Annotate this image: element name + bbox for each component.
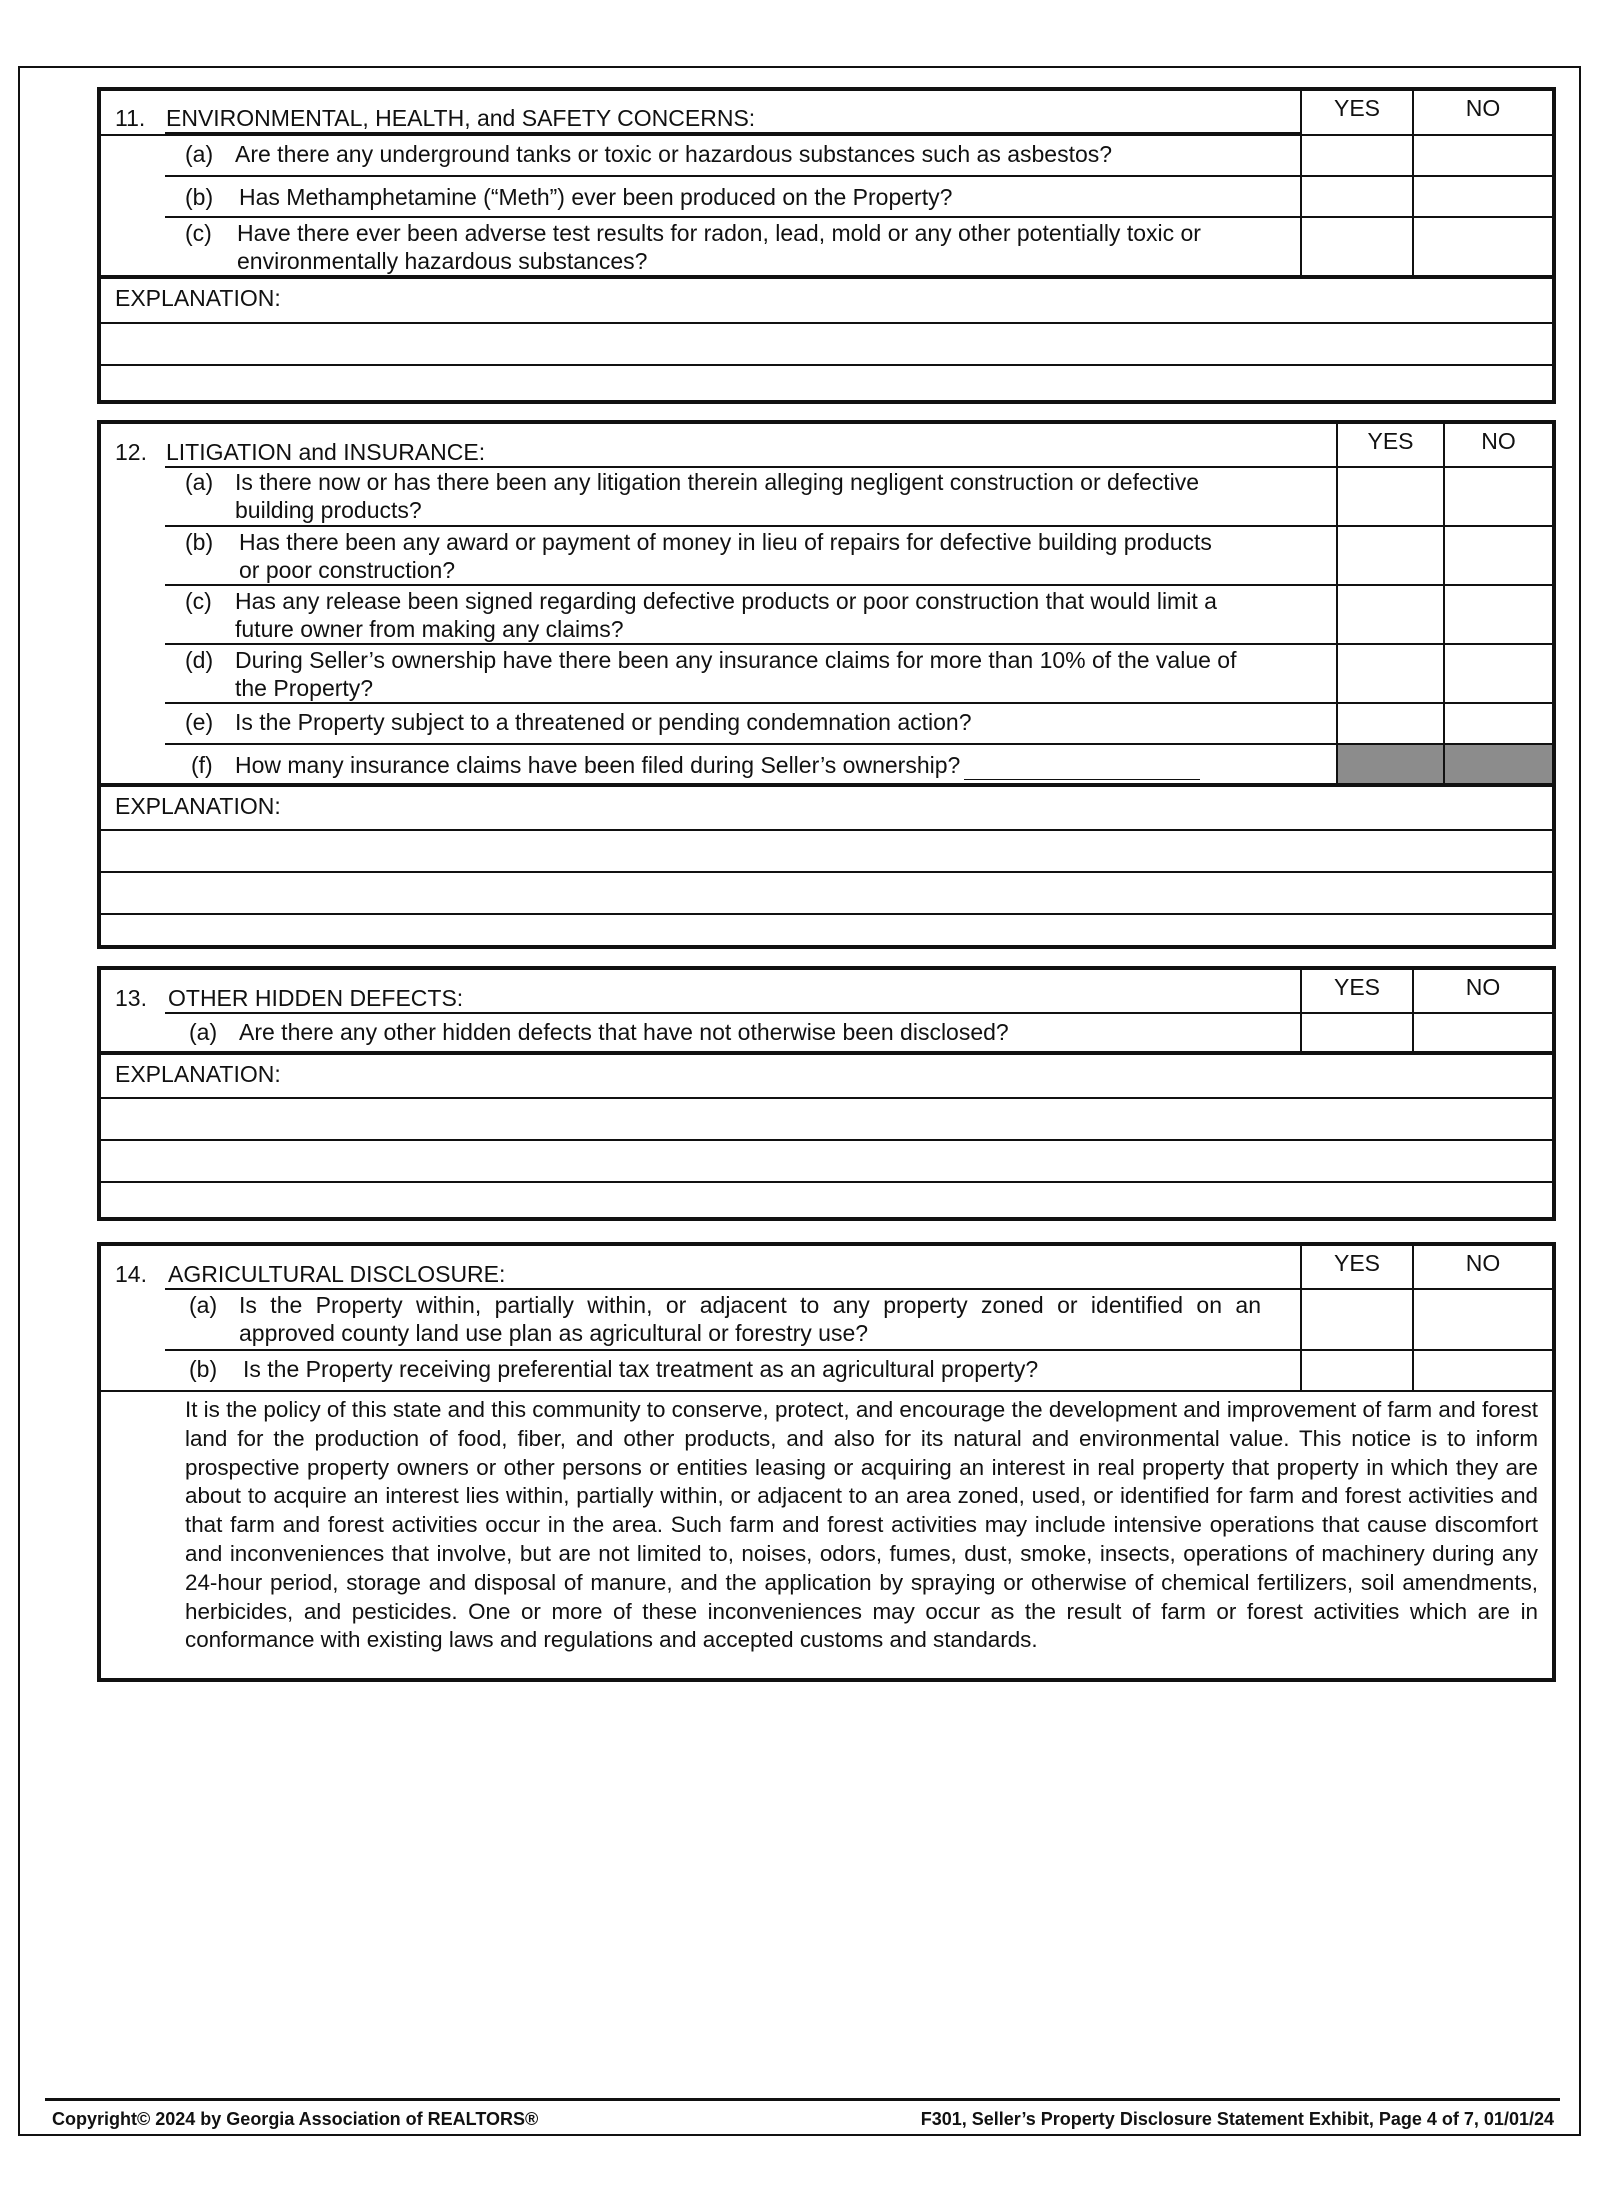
yes-column-header: YES (1336, 424, 1443, 466)
section-14 (97, 1242, 1556, 1682)
section-14-header (101, 1246, 1552, 1290)
explanation-label-row (101, 279, 1552, 322)
question-letter: (b) (185, 184, 214, 210)
question-letter: (a) (185, 469, 214, 495)
no-checkbox[interactable] (1412, 1014, 1552, 1051)
question-text-line1: Has there been any award or payment of money in lieu of repairs for defective building products (239, 529, 1212, 555)
question-text: Is the Property subject to a threatened or pending condemnation action? (235, 709, 972, 735)
yes-checkbox[interactable] (1300, 1014, 1412, 1051)
section-13-header (101, 970, 1552, 1014)
question-letter: (f) (191, 752, 213, 778)
question-row-12d (101, 645, 1552, 704)
yes-checkbox[interactable] (1336, 586, 1443, 645)
question-letter: (b) (189, 1356, 218, 1382)
section-number: 13. (115, 985, 147, 1011)
no-checkbox[interactable] (1412, 1290, 1552, 1351)
explanation-line[interactable] (101, 829, 1552, 871)
no-checkbox[interactable] (1412, 177, 1552, 218)
section-title: AGRICULTURAL DISCLOSURE: (168, 1261, 506, 1287)
question-row-14a (101, 1290, 1552, 1351)
question-text-line2: building products? (235, 497, 422, 523)
yes-checkbox[interactable] (1336, 468, 1443, 527)
question-row-11a (101, 136, 1552, 177)
shaded-cell (1443, 745, 1552, 783)
yes-checkbox[interactable] (1336, 645, 1443, 704)
question-row-12b (101, 527, 1552, 586)
explanation-line[interactable] (101, 871, 1552, 913)
no-checkbox[interactable] (1443, 645, 1552, 704)
no-column-header: NO (1443, 424, 1552, 466)
question-row-11b (101, 177, 1552, 218)
question-text: How many insurance claims have been filed during Seller’s ownership? (235, 752, 961, 778)
agricultural-notice-text: It is the policy of this state and this community to conserve, protect, and encourage the development and improvement of farm and forest land for the production of food, fiber, and other products, and also for its natural and environmental value. This notice is to inform prospective property owners or other persons or entities leasing or acquiring an interest in real property that property in which they are about to acquire an interest lies within, partially within, or adjacent to an area zoned, used, or identified for farm and forest activities and that farm and forest activities occur in the area. Such farm and forest activities may include intensive operations that cause discomfort and inconveniences that involve, but are not limited to, noises, odors, fumes, dust, smoke, insects, operations of machinery during any 24-hour period, storage and disposal of manure, and the application by spraying or otherwise of chemical fertilizers, soil amendments, herbicides, and pesticides. One or more of these inconveniences may occur as the result of farm or forest activities which are in conformance with existing laws and regulations and accepted customs and standards. (185, 1397, 1538, 1653)
yes-checkbox[interactable] (1336, 527, 1443, 586)
no-checkbox[interactable] (1412, 136, 1552, 177)
yes-column-header: YES (1300, 1246, 1412, 1288)
section-13 (97, 966, 1556, 1221)
question-letter: (c) (185, 220, 212, 246)
yes-checkbox[interactable] (1300, 136, 1412, 177)
question-text-line1: Is the Property within, partially within, or adjacent to any property zoned or identified on an (239, 1292, 1261, 1318)
question-text: Is the Property receiving preferential tax treatment as an agricultural property? (243, 1356, 1039, 1382)
question-letter: (c) (185, 588, 212, 614)
shaded-cell (1336, 745, 1443, 783)
question-letter: (a) (189, 1019, 218, 1045)
section-11-header (101, 91, 1552, 136)
yes-column-header: YES (1300, 91, 1412, 134)
section-12-header (101, 424, 1552, 468)
section-number: 11. (115, 105, 146, 131)
question-text-line2: or poor construction? (239, 557, 456, 583)
agricultural-notice (101, 1392, 1552, 1678)
question-text-line1: Have there ever been adverse test results for radon, lead, mold or any other potentially toxic or (237, 220, 1201, 246)
section-11 (97, 87, 1556, 404)
no-checkbox[interactable] (1412, 1351, 1552, 1390)
question-text-line1: Has any release been signed regarding defective products or poor construction that would limit a (235, 588, 1217, 614)
question-text: Are there any other hidden defects that have not otherwise been disclosed? (239, 1019, 1009, 1045)
explanation-line[interactable] (101, 364, 1552, 405)
yes-checkbox[interactable] (1300, 218, 1412, 275)
section-title: OTHER HIDDEN DEFECTS: (168, 985, 464, 1011)
question-row-12f (101, 745, 1552, 787)
no-column-header: NO (1412, 970, 1552, 1012)
yes-column-header: YES (1300, 970, 1412, 1012)
question-row-13a (101, 1014, 1552, 1055)
yes-checkbox[interactable] (1336, 704, 1443, 745)
question-row-11c (101, 218, 1552, 279)
claims-count-input[interactable] (964, 759, 1200, 780)
section-number: 14. (115, 1261, 147, 1287)
explanation-label: EXPLANATION: (115, 793, 281, 819)
no-checkbox[interactable] (1412, 218, 1552, 275)
question-letter: (b) (185, 529, 214, 555)
question-text-line1: Is there now or has there been any litigation therein alleging negligent construction or defective (235, 469, 1200, 495)
question-row-12e (101, 704, 1552, 745)
explanation-line[interactable] (101, 1097, 1552, 1139)
no-checkbox[interactable] (1443, 586, 1552, 645)
question-text-line1: During Seller’s ownership have there been any insurance claims for more than 10% of the value of (235, 647, 1237, 673)
question-text-line2: the Property? (235, 675, 374, 701)
section-12 (97, 420, 1556, 949)
question-letter: (a) (189, 1292, 218, 1318)
section-title: ENVIRONMENTAL, HEALTH, and SAFETY CONCERNS: (166, 105, 756, 131)
section-title: LITIGATION and INSURANCE: (166, 439, 486, 465)
question-text: Has Methamphetamine (“Meth”) ever been produced on the Property? (239, 184, 953, 210)
question-row-12c (101, 586, 1552, 645)
section-number: 12. (115, 439, 147, 465)
explanation-line[interactable] (101, 1181, 1552, 1219)
question-text: Are there any underground tanks or toxic or hazardous substances such as asbestos? (235, 141, 1113, 167)
question-row-12a (101, 468, 1552, 527)
no-checkbox[interactable] (1443, 527, 1552, 586)
yes-checkbox[interactable] (1300, 1351, 1412, 1390)
question-text-line2: future owner from making any claims? (235, 616, 624, 642)
explanation-line[interactable] (101, 322, 1552, 364)
question-text-line2: approved county land use plan as agricultural or forestry use? (239, 1320, 869, 1346)
question-letter: (e) (185, 709, 214, 735)
question-letter: (a) (185, 141, 214, 167)
question-letter: (d) (185, 647, 214, 673)
no-checkbox[interactable] (1443, 704, 1552, 745)
no-checkbox[interactable] (1443, 468, 1552, 527)
explanation-label: EXPLANATION: (115, 1061, 281, 1087)
explanation-label: EXPLANATION: (115, 285, 281, 311)
yes-checkbox[interactable] (1300, 1290, 1412, 1351)
explanation-line[interactable] (101, 1139, 1552, 1181)
yes-checkbox[interactable] (1300, 177, 1412, 218)
no-column-header: NO (1412, 91, 1552, 134)
footer-rule (45, 2098, 1560, 2101)
explanation-label-row (101, 1055, 1552, 1097)
question-row-14b (101, 1351, 1552, 1392)
explanation-label-row (101, 787, 1552, 829)
footer-copyright: Copyright© 2024 by Georgia Association of REALTORS® (52, 2109, 539, 2129)
footer-form-id: F301, Seller’s Property Disclosure Statement Exhibit, Page 4 of 7, 01/01/24 (920, 2109, 1554, 2129)
no-column-header: NO (1412, 1246, 1552, 1288)
question-text-line2: environmentally hazardous substances? (237, 248, 648, 274)
explanation-line[interactable] (101, 913, 1552, 952)
